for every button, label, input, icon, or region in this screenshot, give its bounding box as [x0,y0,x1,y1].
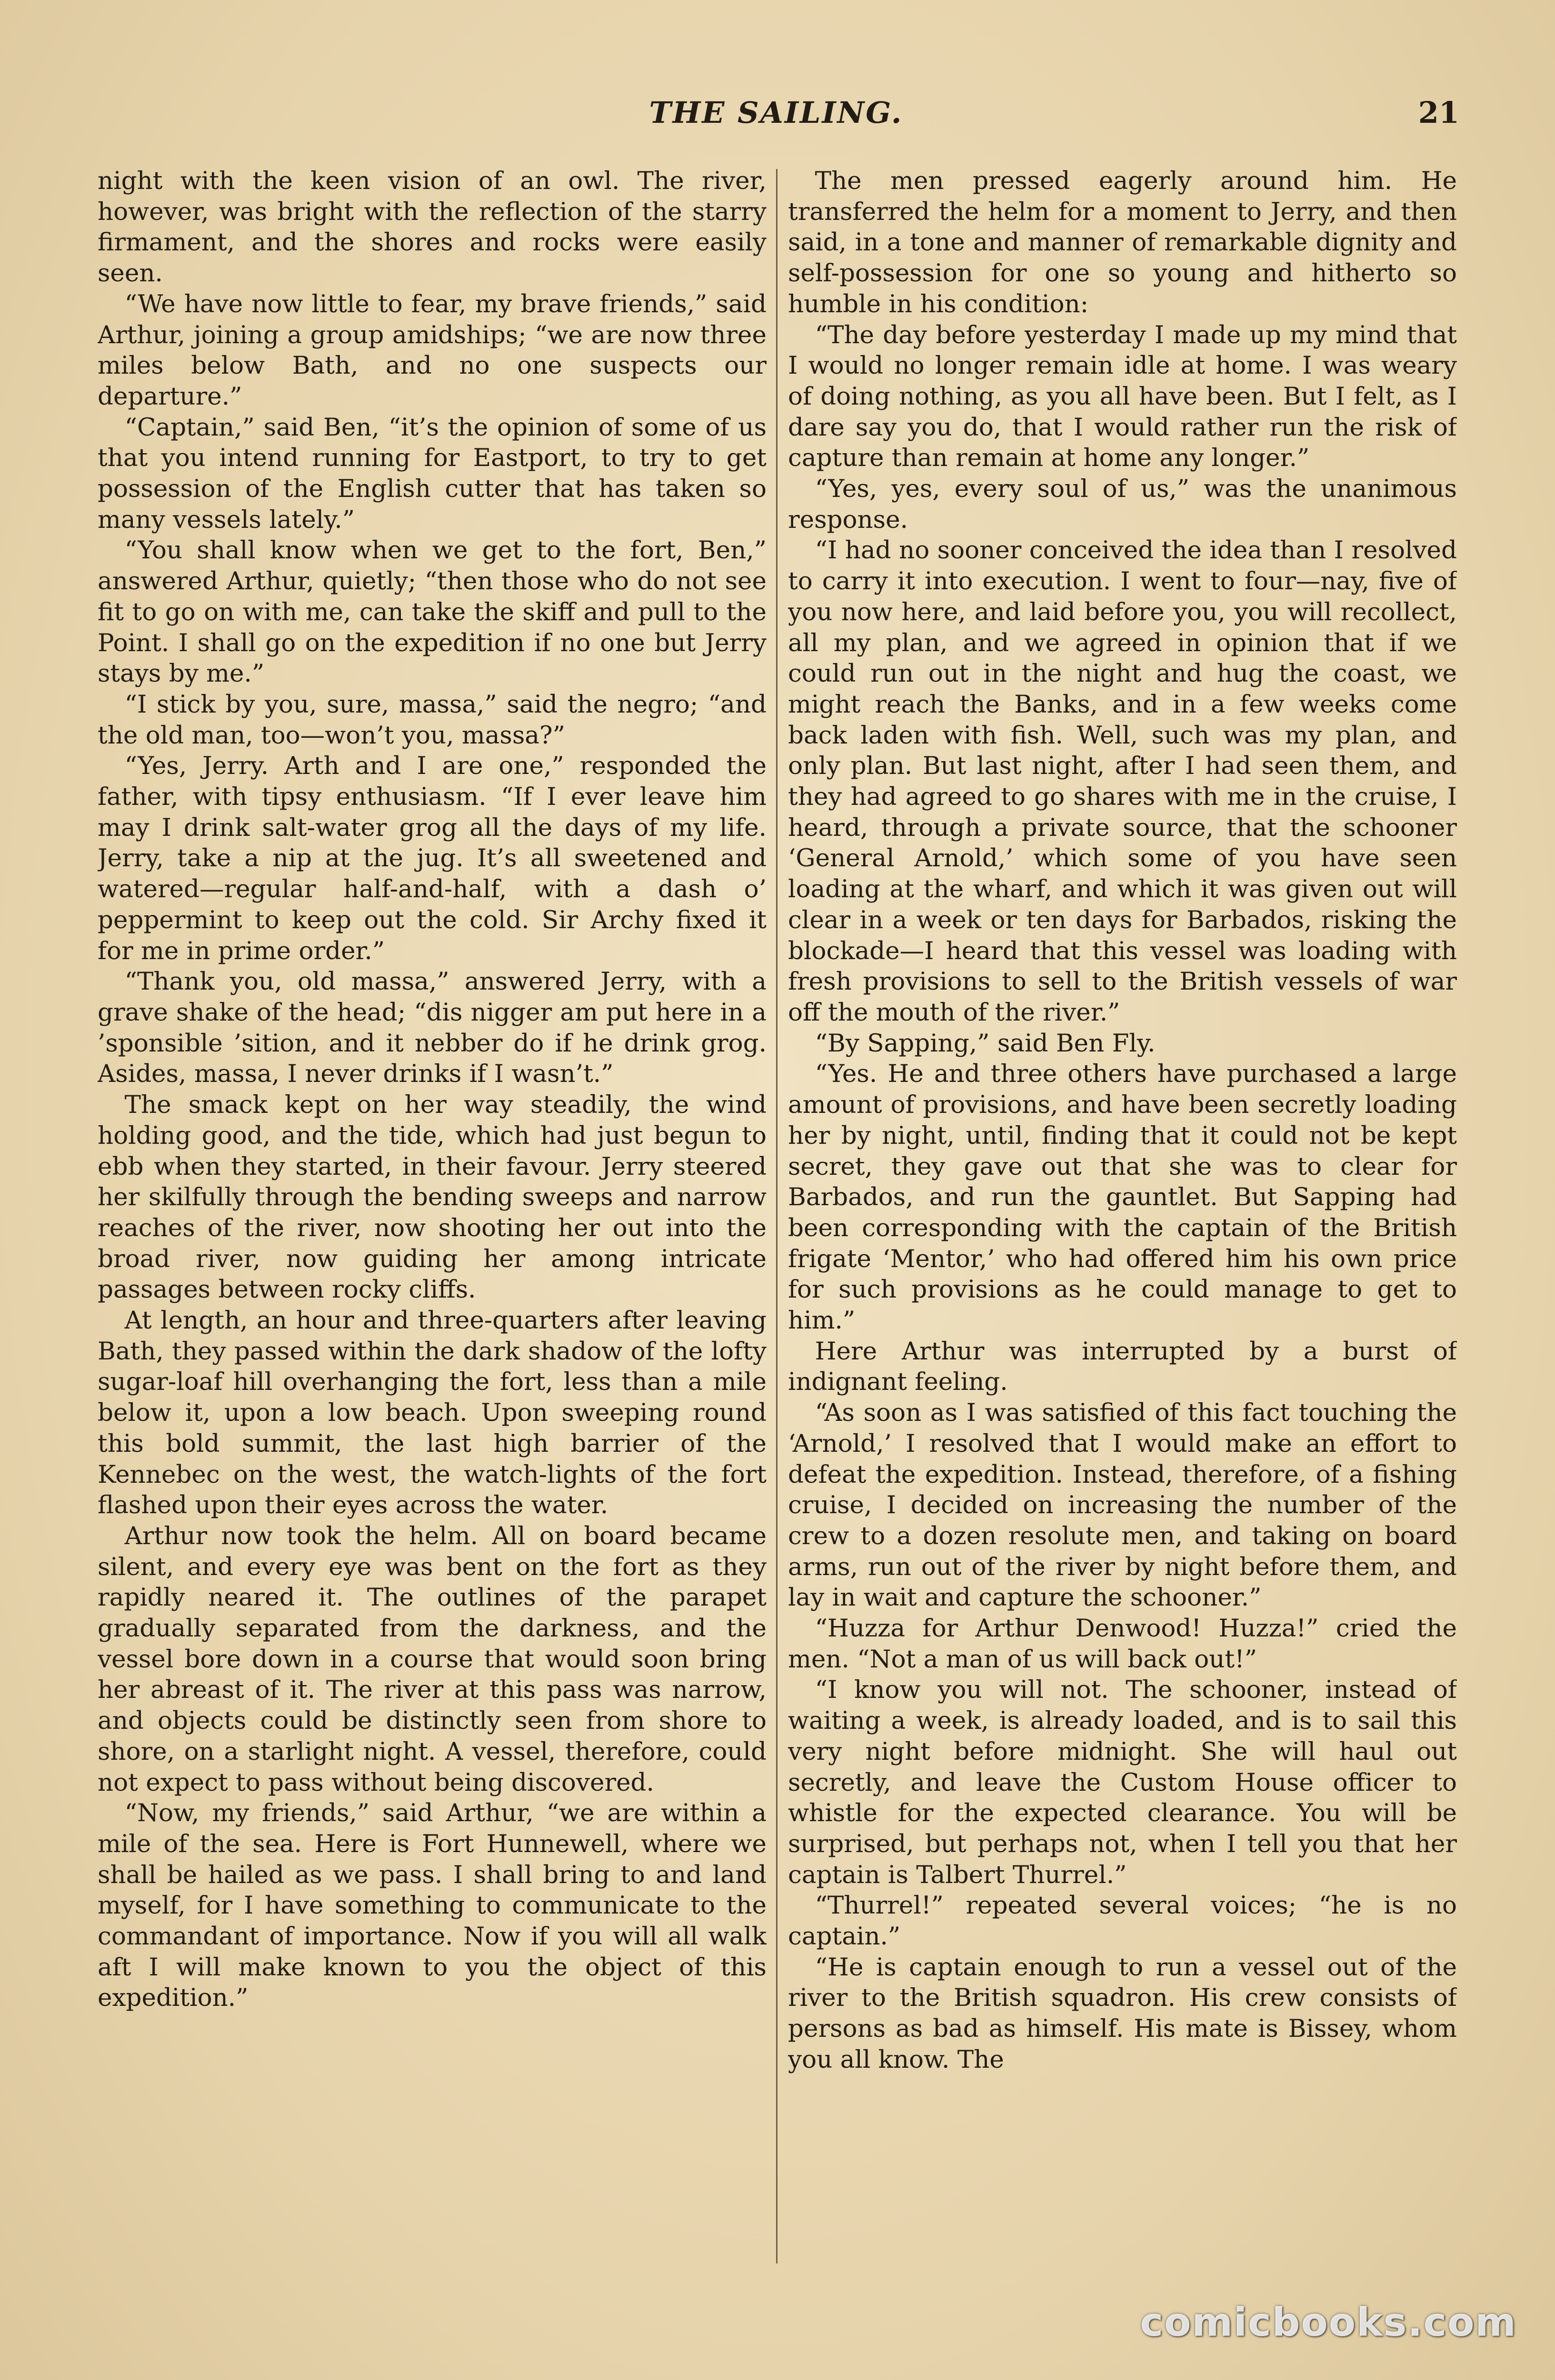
running-title: THE SAILING. [649,95,903,130]
paragraph: “Yes, yes, every soul of us,” was the unanimous response. [788,475,1457,534]
paragraph: “Thurrel!” repeated several voices; “he is no captain.” [788,1891,1457,1951]
paragraph: The smack kept on her way steadily, the wind holding good, and the tide, which had just begun to ebb when they started, in their favour. Jerry steered her skilfully through the bending sweeps and narrow reaches of the river, now shooting her out into the broad river, now guiding her among intricate passages between rocky cliffs. [98,1091,767,1304]
column-divider [776,169,778,2263]
paragraph: “Captain,” said Ben, “it’s the opinion of some of us that you intend running for Eastport, to try to get possession of the English cutter that has taken so many vessels lately.” [98,413,767,534]
watermark: comicbooks.com [1140,2300,1517,2345]
paragraph: The men pressed eagerly around him. He transferred the helm for a moment to Jerry, and then said, in a tone and manner of remarkable dignity and self-possession for one so young and hitherto so humble in his condition: [788,167,1457,318]
paragraph: “We have now little to fear, my brave friends,” said Arthur, joining a group amidships; “we are now three miles below Bath, and no one suspects our departure.” [98,289,767,411]
paragraph: night with the keen vision of an owl. The river, however, was bright with the reflection of the starry firmament, and the shores and rocks were easily seen. [98,167,767,288]
paragraph: “You shall know when we get to the fort, Ben,” answered Arthur, quietly; “then those who do not see fit to go on with me, can take the skiff and pull to the Point. I shall go on the expedition if no one but Jerry stays by me.” [98,536,767,688]
right-column [788,166,1457,2284]
paragraph: “He is captain enough to run a vessel out of the river to the British squadron. His crew consists of persons as bad as himself. His mate is Bissey, whom you all know. The [788,1953,1457,2074]
paragraph: “Now, my friends,” said Arthur, “we are within a mile of the sea. Here is Fort Hunnewell, where we shall be hailed as we pass. I shall bring to and land myself, for I have something to communicate to the commandant of importance. Now if you will all walk aft I will make known to you the object of this expedition.” [98,1799,767,2013]
paragraph: Here Arthur was interrupted by a burst of indignant feeling. [788,1337,1457,1397]
paragraph: “Thank you, old massa,” answered Jerry, with a grave shake of the head; “dis nigger am put here in a ’sponsible ’sition, and it nebber do if he drink grog. Asides, massa, I never drinks if I wasn’t.” [98,967,767,1089]
page-number: 21 [1418,95,1459,130]
paragraph: At length, an hour and three-quarters after leaving Bath, they passed within the dark shadow of the lofty sugar-loaf hill overhanging the fort, less than a mile below it, upon a low beach. Upon sweeping round this bold summit, the last high barrier of the Kennebec on the west, the watch-lights of the fort flashed upon their eyes across the water. [98,1306,767,1520]
page-header [83,95,1469,148]
paragraph: “By Sapping,” said Ben Fly. [815,1029,1156,1058]
paragraph: “I had no sooner conceived the idea than I resolved to carry it into execution. I went to four—nay, five of you now here, and laid before you, you will recollect, all my plan, and we agreed in opinion that if we could run out in the night and hug the coast, we might reach the Banks, and in a few weeks come back laden with fish. Well, such was my plan, and only plan. But last night, after I had seen them, and they had agreed to go shares with me in the cruise, I heard, through a private source, that the schooner ‘General Arnold,’ which some of you have seen loading at the wharf, and which it was given out will clear in a week or ten days for Barbados, risking the blockade—I heard that this vessel was loading with fresh provisions to sell to the British vessels of war off the mouth of the river.” [788,536,1457,1027]
paragraph: “I stick by you, sure, massa,” said the negro; “and the old man, too—won’t you, massa?” [98,690,767,750]
left-column [98,166,767,2284]
paragraph: “I know you will not. The schooner, instead of waiting a week, is already loaded, and is to sail this very night before midnight. She will haul out secretly, and leave the Custom House officer to whistle for the expected clearance. You will be surprised, but perhaps not, when I tell you that her captain is Talbert Thurrel.” [788,1676,1457,1889]
paragraph: “Yes, Jerry. Arth and I are one,” responded the father, with tipsy enthusiasm. “If I ever leave him may I drink salt-water grog all the days of my life. Jerry, take a nip at the jug. It’s all sweetened and watered—regular half-and-half, with a dash o’ peppermint to keep out the cold. Sir Archy fixed it for me in prime order.” [98,752,767,965]
paragraph: “Huzza for Arthur Denwood! Huzza!” cried the men. “Not a man of us will back out!” [788,1614,1457,1674]
paragraph: Arthur now took the helm. All on board became silent, and every eye was bent on the fort as they rapidly neared it. The outlines of the parapet gradually separated from the darkness, and the vessel bore down in a course that would soon bring her abreast of it. The river at this pass was narrow, and objects could be distinctly seen from shore to shore, on a starlight night. A vessel, therefore, could not expect to pass without being discovered. [98,1521,767,1797]
paragraph: “Yes. He and three others have purchased a large amount of provisions, and have been secretly loading her by night, until, finding that it could not be kept secret, they gave out that she was to clear for Barbados, and run the gauntlet. But Sapping had been corresponding with the captain of the British frigate ‘Mentor,’ who had offered him his own price for such provisions as he could manage to get to him.” [788,1060,1457,1335]
paragraph: “The day before yesterday I made up my mind that I would no longer remain idle at home. I was weary of doing nothing, as you all have been. But I felt, as I dare say you do, that I would rather run the risk of capture than remain at home any longer.” [788,320,1457,473]
paragraph: “As soon as I was satisfied of this fact touching the ‘Arnold,’ I resolved that I would make an effort to defeat the expedition. Instead, therefore, of a fishing cruise, I decided on increasing the number of the crew to a dozen resolute men, and taking on board arms, run out of the river by night before them, and lay in wait and capture the schooner.” [788,1398,1457,1612]
